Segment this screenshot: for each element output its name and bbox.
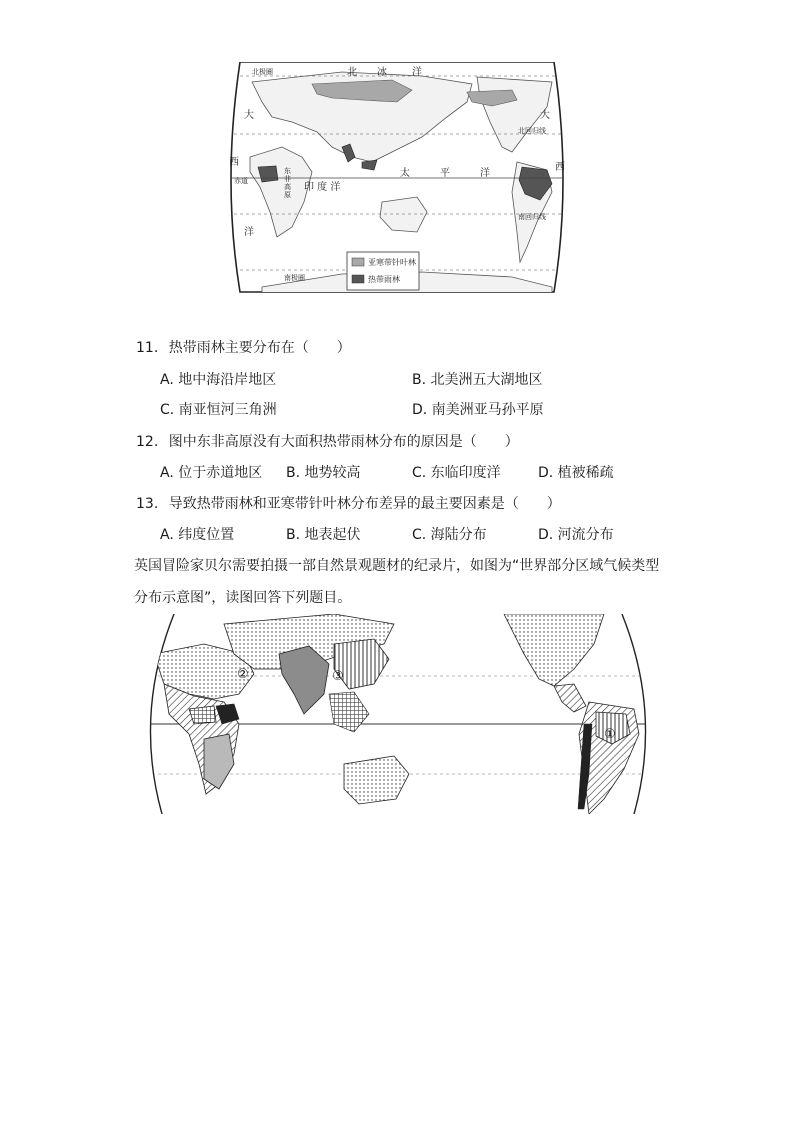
map1-label-arctic-2: 冰 <box>377 67 387 78</box>
map2-southeast-asia <box>329 692 369 732</box>
map1-label-atl-w-2: 西 <box>229 157 239 168</box>
map1-label-atl-w-1: 大 <box>244 110 254 121</box>
question-12-number: 12. <box>136 434 159 450</box>
map1-label-indian-ocean: 印 度 洋 <box>304 182 341 193</box>
question-12-stem <box>136 432 519 452</box>
map1-label-equator: 赤道 <box>234 177 248 185</box>
map1-label-atl-w-3: 洋 <box>244 227 254 238</box>
forest-distribution-map <box>222 62 572 302</box>
map1-label-arctic-1: 北 <box>347 67 357 78</box>
map2-south-africa <box>204 734 234 789</box>
question-12-text: 图中东非高原没有大面积热带雨林分布的原因是（ ） <box>168 434 519 450</box>
map1-label-east-africa-3: 高 <box>284 183 291 191</box>
question-11-option-b[interactable]: B. 北美洲五大湖地区 <box>412 372 543 388</box>
map2-marker-3: ③ <box>332 669 344 684</box>
map1-label-antarctic-circle: 南极圈 <box>284 274 305 282</box>
map1-label-tropic-s: 南回归线 <box>518 213 546 221</box>
map2-marker-1: ① <box>604 727 616 742</box>
question-11-option-d[interactable]: D. 南美洲亚马孙平原 <box>412 402 544 418</box>
legend-swatch-taiga <box>352 258 364 266</box>
map2-australia <box>344 756 409 804</box>
question-13-option-b[interactable]: B. 地表起伏 <box>286 527 361 543</box>
question-11-text: 热带雨林主要分布在（ ） <box>168 340 351 356</box>
map1-label-pacific-1: 太 <box>400 168 410 179</box>
map2-marker-2: ② <box>237 667 249 682</box>
map1-label-east-africa-2: 非 <box>284 175 291 183</box>
question-12-option-b[interactable]: B. 地势较高 <box>286 465 361 481</box>
question-12-option-d[interactable]: D. 植被稀疏 <box>538 465 614 481</box>
question-13-option-a[interactable]: A. 纬度位置 <box>160 527 235 543</box>
climate-type-map <box>134 614 662 814</box>
map1-label-pacific-3: 洋 <box>480 168 490 179</box>
question-13-number: 13. <box>136 496 159 512</box>
map1-label-atl-e-2: 西 <box>555 162 565 173</box>
legend-label-rainforest: 热带雨林 <box>368 275 400 284</box>
map1-label-tropic-n: 北回归线 <box>518 127 546 135</box>
passage-line-1: 英国冒险家贝尔需要拍摄一部自然景观题材的纪录片，如图为“世界部分区域气候类型 <box>134 558 660 574</box>
question-11-stem <box>136 338 351 358</box>
map1-label-arctic-circle: 北极圈 <box>252 68 273 76</box>
map1-label-east-africa-4: 原 <box>284 191 291 199</box>
question-13-stem <box>136 494 561 514</box>
question-13-option-d[interactable]: D. 河流分布 <box>538 527 614 543</box>
legend-label-taiga: 亚寒带针叶林 <box>368 258 416 267</box>
legend-swatch-rainforest <box>352 275 364 283</box>
map2-central-america <box>554 684 586 712</box>
question-13-text: 导致热带雨林和亚寒带针叶林分布差异的最主要因素是（ ） <box>168 496 561 512</box>
map1-label-pacific-2: 平 <box>440 168 450 179</box>
question-11-option-c[interactable]: C. 南亚恒河三角洲 <box>160 402 277 418</box>
question-12-option-c[interactable]: C. 东临印度洋 <box>412 465 501 481</box>
map1-legend <box>347 252 419 290</box>
map1-label-atl-e-1: 大 <box>540 110 550 121</box>
map2-rainforest-africa <box>189 706 216 724</box>
question-13-option-c[interactable]: C. 海陆分布 <box>412 527 487 543</box>
question-11-number: 11. <box>136 340 159 356</box>
map1-label-east-africa-1: 东 <box>284 167 291 175</box>
passage-line-2: 分布示意图”，读图回答下列题目。 <box>134 590 352 606</box>
map2-north-america <box>504 614 604 686</box>
question-11-option-a[interactable]: A. 地中海沿岸地区 <box>160 372 277 388</box>
map1-label-arctic-3: 洋 <box>412 67 422 78</box>
question-12-option-a[interactable]: A. 位于赤道地区 <box>160 465 263 481</box>
